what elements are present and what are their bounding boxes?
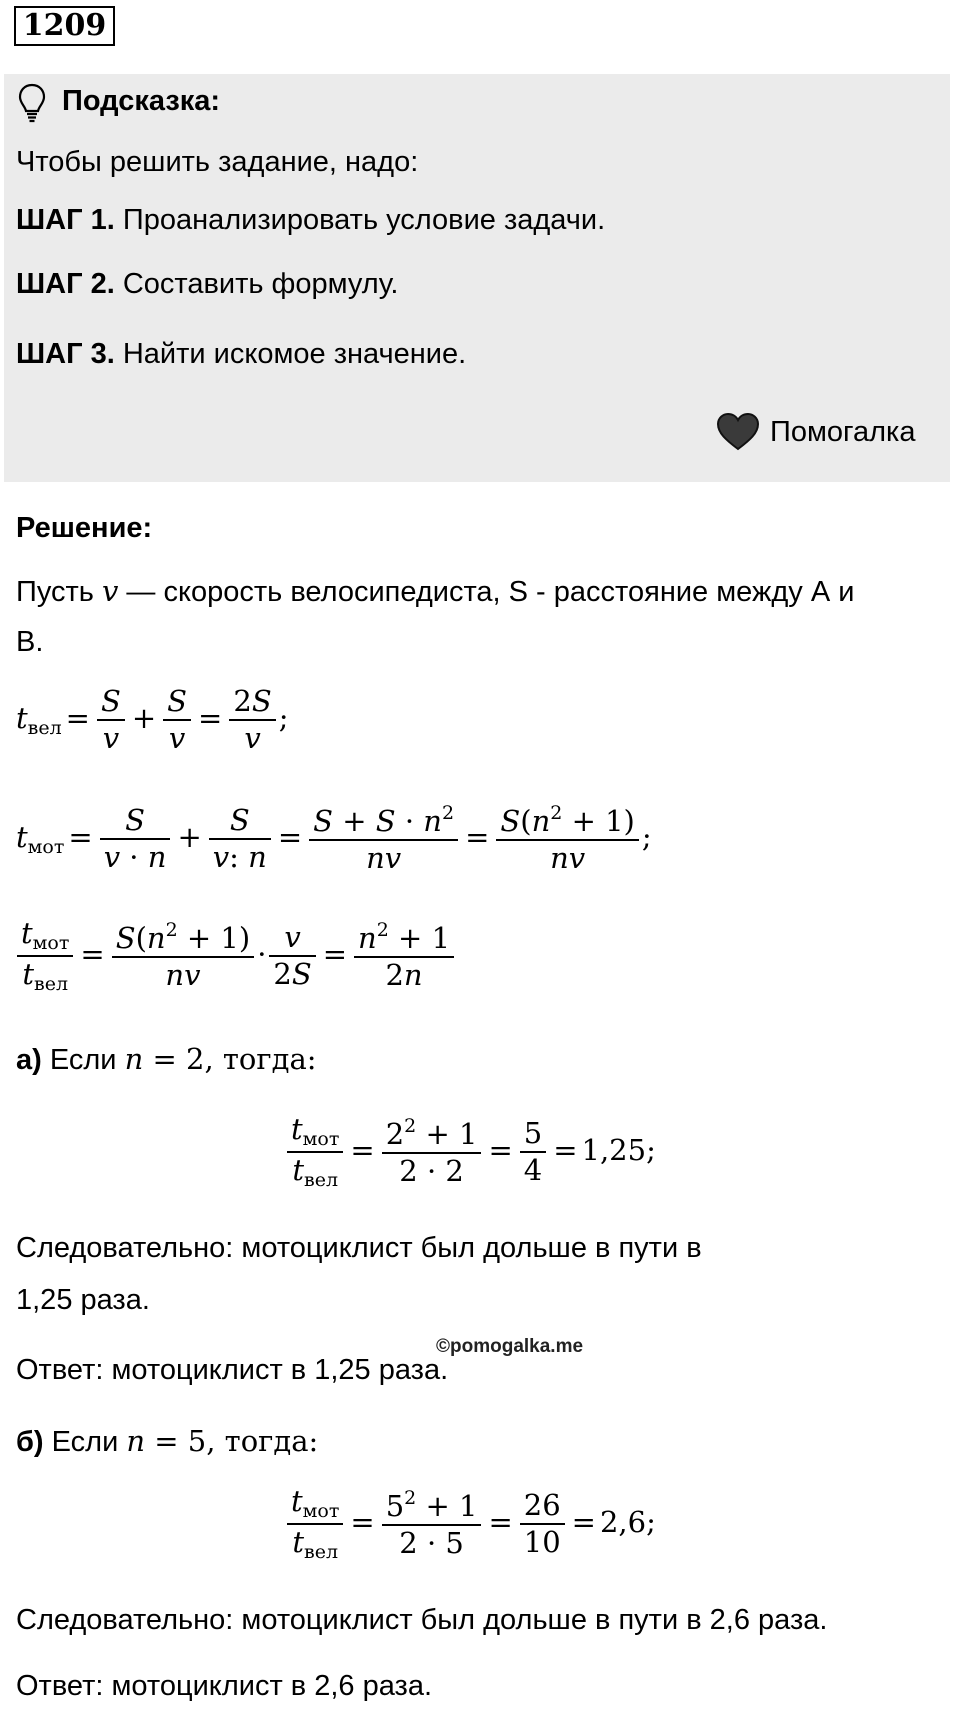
- solution-intro-line2: B.: [16, 626, 44, 658]
- part-b-answer: Ответ: мотоциклист в 2,6 раза.: [16, 1670, 433, 1702]
- formula-part-b: $\frac{t_{мот}}{t_{вел}}$ = $\frac{5^2 + 1}{2 \cdot 5}$ = $\frac{26}{10}$ = 2,6;: [284, 1484, 656, 1564]
- solution-intro-line1: Пусть v — скорость велосипедиста, S - расстояние между А и: [16, 574, 855, 608]
- formula-t-mot: $t_{мот}$ = $\frac{S}{v \cdot n}$ + $\frac{S}{v: n}$ = $\frac{S + S \cdot n^2}{nv}$ = $\frac{S(n^2 + 1)}{nv}$ ;: [16, 802, 652, 875]
- hint-step-2: ШАГ 2. Составить формулу.: [16, 268, 399, 300]
- hint-title: Подсказка:: [62, 85, 221, 117]
- part-a-conclusion-line1: Следовательно: мотоциклист был дольше в пути в: [16, 1232, 702, 1264]
- solution-heading: Решение:: [16, 512, 153, 544]
- brand-link[interactable]: Помогалка: [770, 416, 916, 448]
- hint-step-1: ШАГ 1. Проанализировать условие задачи.: [16, 204, 606, 236]
- hint-step-3: ШАГ 3. Найти искомое значение.: [16, 338, 467, 370]
- formula-part-a: $\frac{t_{мот}}{t_{вел}}$ = $\frac{2^2 + 1}{2 \cdot 2}$ = $\frac{5}{4}$ = 1,25;: [284, 1112, 656, 1192]
- part-b-conclusion: Следовательно: мотоциклист был дольше в пути в 2,6 раза.: [16, 1604, 828, 1636]
- hint-intro: Чтобы решить задание, надо:: [16, 146, 419, 178]
- part-b-condition: б) Если n = 5, тогда:: [16, 1424, 319, 1458]
- lightbulb-icon: [16, 82, 48, 124]
- part-a-conclusion-line2: 1,25 раза.: [16, 1284, 150, 1316]
- part-a-condition: а) Если n = 2, тогда:: [16, 1042, 317, 1076]
- heart-icon: [716, 412, 760, 452]
- part-a-answer: Ответ: мотоциклист в 1,25 раза.: [16, 1354, 449, 1386]
- task-number: 1209: [14, 6, 115, 46]
- formula-t-vel: $t_{вел}$ = $\frac{S}{v}$ + $\frac{S}{v}$ = $\frac{2S}{v}$ ;: [16, 684, 289, 755]
- formula-ratio: $\frac{t_{мот}}{t_{вел}}$ = $\frac{S(n^2 + 1)}{nv}$ · $\frac{v}{2S}$ = $\frac{n^2 + 1}{2n}$: [14, 916, 457, 996]
- watermark: ©pomogalka.me: [436, 1336, 584, 1357]
